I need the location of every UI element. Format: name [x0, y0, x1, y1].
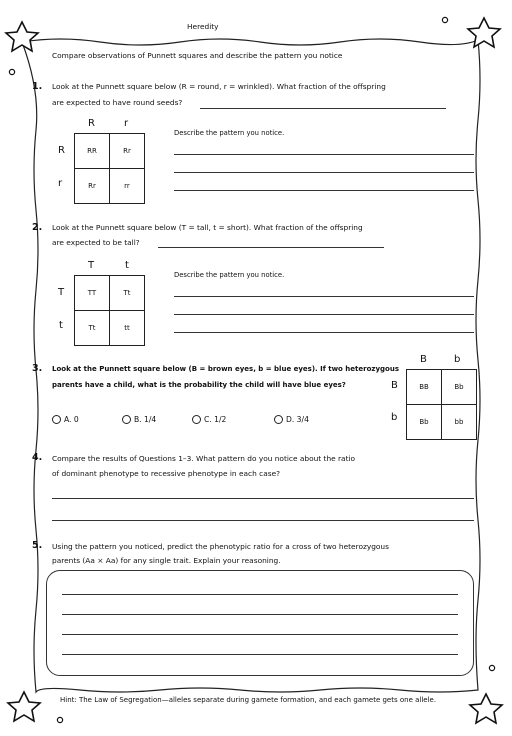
q2-answer-line[interactable] [158, 247, 384, 248]
q5-text-line2: parents (Aa × Aa) for any single trait. Explain your reasoning. [52, 556, 281, 565]
q4-answer-line[interactable] [52, 520, 474, 521]
q4-number: 4. [32, 452, 43, 463]
q1-describe-line[interactable] [174, 172, 474, 173]
q1-text-line2: are expected to have round seeds? [52, 98, 183, 107]
punnett-cell: Tt [110, 276, 145, 311]
q2-text-line1: Look at the Punnett square below (T = tall, t = short). What fraction of the offspring [52, 223, 363, 232]
q3-row-header-2: b [391, 412, 398, 423]
q3-text-line1: Look at the Punnett square below (B = brown eyes, b = blue eyes). If two heterozygous [52, 365, 399, 373]
punnett-cell: Tt [75, 311, 110, 346]
radio-circle-icon[interactable] [122, 415, 131, 424]
q2-row-header-2: t [59, 320, 63, 331]
q2-describe-line[interactable] [174, 314, 474, 315]
punnett-cell: bb [442, 405, 477, 440]
q5-answer-box[interactable] [46, 570, 474, 676]
q5-text-line1: Using the pattern you noticed, predict the phenotypic ratio for a cross of two heterozygous [52, 542, 389, 551]
q1-col-header-1: R [88, 118, 95, 129]
q3-col-header-1: B [420, 354, 427, 365]
page-title: Heredity [187, 22, 219, 31]
punnett-cell: Rr [75, 169, 110, 204]
q2-punnett-square [74, 275, 145, 346]
q4-text-line1: Compare the results of Questions 1–3. What pattern do you notice about the ratio [52, 454, 356, 463]
q3-col-header-2: b [454, 354, 461, 365]
punnett-cell: Rr [110, 134, 145, 169]
radio-circle-icon[interactable] [52, 415, 61, 424]
q2-describe-line[interactable] [174, 332, 474, 333]
punnett-cell: RR [75, 134, 110, 169]
q1-number: 1. [32, 81, 43, 92]
q2-describe-label: Describe the pattern you notice. [174, 271, 285, 279]
q1-describe-line[interactable] [174, 190, 474, 191]
q2-row-header-1: T [58, 287, 65, 298]
q3-text-line2: parents have a child, what is the probability the child will have blue eyes? [52, 381, 346, 389]
q5-answer-line[interactable] [62, 654, 458, 655]
q3-option-c[interactable]: C. 1/2 [192, 415, 226, 424]
q5-answer-line[interactable] [62, 594, 458, 595]
q4-answer-line[interactable] [52, 498, 474, 499]
q5-answer-line[interactable] [62, 634, 458, 635]
q1-describe-line[interactable] [174, 154, 474, 155]
q5-number: 5. [32, 540, 43, 551]
hint-text: Hint: The Law of Segregation—alleles separate during gamete formation, and each gamete gets one allele. [60, 696, 437, 704]
q1-text-line1: Look at the Punnett square below (R = round, r = wrinkled). What fraction of the offspring [52, 82, 386, 91]
q1-row-header-2: r [58, 178, 63, 189]
q2-col-header-1: T [88, 260, 95, 271]
q3-option-d[interactable]: D. 3/4 [274, 415, 309, 424]
q5-answer-line[interactable] [62, 614, 458, 615]
q3-row-header-1: B [391, 380, 398, 391]
radio-circle-icon[interactable] [274, 415, 283, 424]
q1-punnett-square [74, 133, 145, 204]
q2-number: 2. [32, 222, 43, 233]
q2-text-line2: are expected to be tall? [52, 238, 140, 247]
punnett-cell: tt [110, 311, 145, 346]
q3-option-a[interactable]: A. 0 [52, 415, 79, 424]
punnett-cell: Bb [442, 370, 477, 405]
radio-circle-icon[interactable] [192, 415, 201, 424]
q1-answer-line[interactable] [200, 108, 446, 109]
q2-describe-line[interactable] [174, 296, 474, 297]
q1-col-header-2: r [124, 118, 129, 129]
punnett-cell: BB [407, 370, 442, 405]
intro-text: Compare observations of Punnett squares and describe the pattern you notice [52, 51, 343, 60]
q4-text-line2: of dominant phenotype to recessive phenotype in each case? [52, 469, 281, 478]
q3-number: 3. [32, 363, 43, 374]
q1-row-header-1: R [58, 145, 65, 156]
punnett-cell: Bb [407, 405, 442, 440]
q3-punnett-square [406, 369, 477, 440]
punnett-cell: TT [75, 276, 110, 311]
q2-col-header-2: t [125, 260, 129, 271]
q1-describe-label: Describe the pattern you notice. [174, 129, 285, 137]
punnett-cell: rr [110, 169, 145, 204]
q3-option-b[interactable]: B. 1/4 [122, 415, 156, 424]
